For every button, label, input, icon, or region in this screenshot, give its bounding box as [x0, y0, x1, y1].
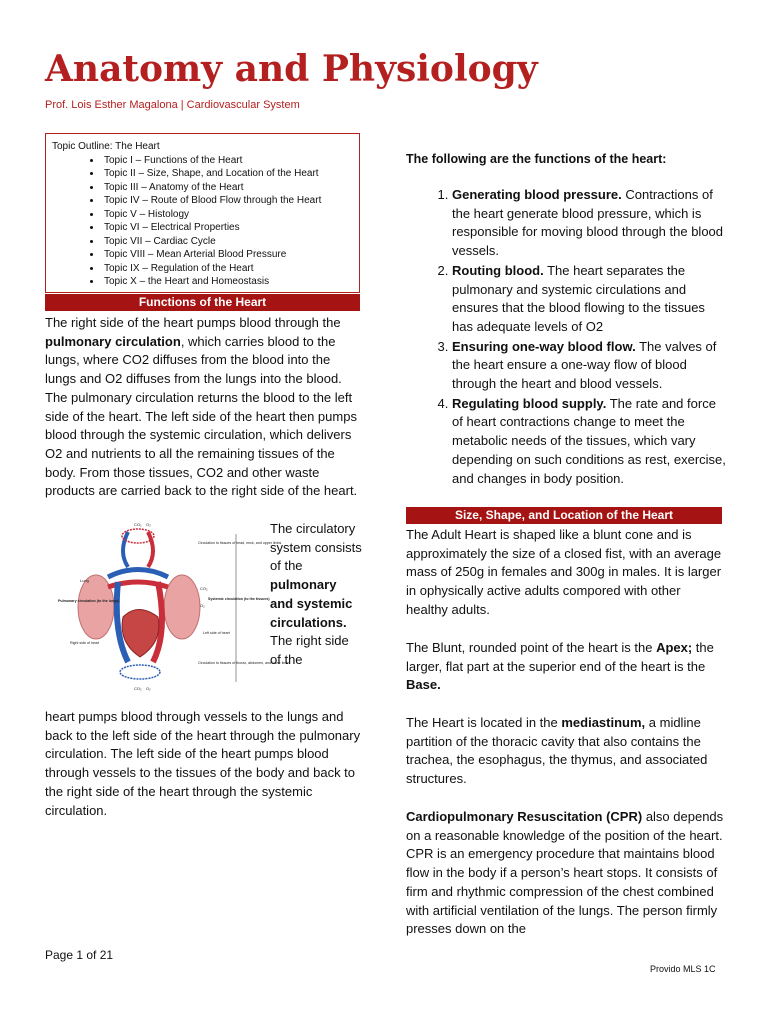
label-co2-mid: CO₂: [200, 586, 208, 591]
function-text: The rate and force of heart contractions change to meet the metabolic needs of the tissues, which vary depending on such conditions as rest, exercise, and changes in body position.: [452, 395, 726, 486]
text-run: The Heart is located in the: [406, 715, 562, 730]
label-co2-top: CO₂: [134, 522, 142, 527]
functions-paragraph-2: heart pumps blood through vessels to the lungs and back to the left side of the heart through the pulmonary circulation. The left side of the heart pumps blood through vessels to the tissues of the body and back to the right side of the heart through the systemic circulation.: [45, 709, 361, 818]
label-circulation-upper: Circulation to tissues of head, neck, and upper limbs: [198, 541, 282, 545]
text-run: the larger, flat part at the superior end of the heart is the: [406, 640, 714, 674]
outline-item: • Topic V – Histology: [102, 208, 353, 222]
label-o2-bottom: O₂: [146, 686, 151, 691]
text-run: The right side of the: [270, 633, 349, 667]
function-text: Contractions of the heart generate blood pressure, which is responsible for moving blood through the blood vessels.: [452, 187, 724, 259]
text-run: The circulatory system consists of the: [270, 521, 362, 574]
term-mediastinum: mediastinum,: [561, 715, 646, 730]
functions-paragraph-1: [45, 314, 363, 501]
size-paragraph-1: The Adult Heart is shaped like a blunt cone and is approximately the size of a closed fist, with an average mass of 250g in females and 300g in males. It is larger in ophysically active adults compored with other healthy adults.: [406, 527, 722, 617]
label-o2-top: O₂: [146, 522, 151, 527]
function-term: Generating blood pressure.: [452, 187, 622, 202]
outline-item: • Topic II – Size, Shape, and Location of the Heart: [102, 167, 353, 181]
size-paragraph-4: [406, 808, 724, 939]
label-left-side: Left side of heart: [203, 631, 230, 635]
text-run: , which carries blood to the lungs, where CO2 diffuses from the blood into the lungs and O2 diffuses from the lungs into the blood. The pulmonary circulation returns the blood to the left side of the heart. The left side of the heart then pumps blood through the systemic circulation, which delivers O2 and nutrients to all the remaining tissues of the body. From those tissues, CO2 and other waste products are carried back to the right side of the heart.: [45, 333, 358, 499]
outline-item: • Topic III – Anatomy of the Heart: [102, 181, 353, 195]
section-band-functions: Functions of the Heart: [45, 294, 360, 311]
function-item: [452, 186, 726, 261]
text-run: The right side of the heart pumps blood through the: [45, 315, 341, 330]
function-item: [452, 395, 726, 489]
function-item: [452, 338, 726, 394]
term-pulmonary-systemic: pulmonary and systemic circulations.: [270, 577, 353, 630]
topic-outline-box: [45, 133, 360, 293]
label-co2-bottom: CO₂: [134, 686, 142, 691]
footer-credit: Provido MLS 1C: [650, 964, 716, 974]
function-text: The heart separates the pulmonary and systemic circulations and ensures that the blood flowing to the tissues has adequate levels of O2: [452, 262, 705, 334]
circulation-diagram: [58, 522, 291, 694]
label-pulmonary: Pulmonary circulation (to the lungs): [58, 599, 120, 603]
text-run: also depends on a reasonable knowledge of the position of the heart. CPR is an emergency procedure that maintains blood flow in the body if a person’s heart stops. It consists of firm and rhythmic compression of the chest combined with artificial ventilation of the lungs. The person firmly presses down on the: [406, 809, 724, 937]
topic-outline-heading: Topic Outline: The Heart: [52, 141, 160, 152]
outline-item: • Topic VIII – Mean Arterial Blood Pressure: [102, 248, 353, 262]
outline-item: • Topic IV – Route of Blood Flow through the Heart: [102, 194, 353, 208]
text-run: The Blunt, rounded point of the heart is the: [406, 640, 657, 655]
page-subtitle: Prof. Lois Esther Magalona | Cardiovascular System: [45, 99, 300, 111]
outline-item: • Topic VI – Electrical Properties: [102, 221, 353, 235]
label-right-side: Right side of heart: [70, 641, 100, 645]
term-pulmonary-circulation: pulmonary circulation: [45, 333, 181, 349]
term-apex: Apex;: [656, 640, 693, 655]
label-lung: Lung: [80, 578, 89, 583]
function-text: The valves of the heart ensure a one-way flow of blood through the heart and blood vessels.: [452, 338, 717, 392]
label-systemic: Systemic circulation (to the tissues): [208, 597, 270, 601]
section-band-size-shape-location: Size, Shape, and Location of the Heart: [406, 507, 722, 524]
text-run: a midline partition of the thoracic cavity that also contains the trachea, the esophagus, the thymus, and associated structures.: [406, 715, 708, 787]
label-circulation-lower: Circulation to tissues of thorax, abdomen, and lower limbs: [198, 661, 291, 665]
outline-item: • Topic VII – Cardiac Cycle: [102, 235, 353, 249]
functions-list: [406, 186, 726, 489]
label-o2-mid: O₂: [200, 603, 205, 608]
size-paragraph-3: [406, 714, 724, 789]
page-title: Anatomy and Physiology: [45, 48, 538, 90]
function-term: Regulating blood supply.: [452, 395, 607, 411]
functions-list-heading: The following are the functions of the heart:: [406, 152, 667, 166]
outline-item: • Topic X – the Heart and Homeostasis: [102, 275, 353, 289]
function-term: Routing blood.: [452, 262, 544, 278]
topic-outline-list: [52, 154, 353, 289]
circulatory-side-paragraph: [270, 520, 362, 670]
size-paragraph-2: [406, 639, 724, 695]
outline-item: • Topic IX – Regulation of the Heart: [102, 262, 353, 276]
function-item: [452, 262, 726, 337]
page-number: Page 1 of 21: [45, 948, 114, 962]
term-base: Base.: [406, 677, 441, 693]
term-cpr: Cardiopulmonary Resuscitation (CPR): [406, 809, 643, 824]
function-term: Ensuring one-way blood flow.: [452, 338, 636, 354]
outline-item: • Topic I – Functions of the Heart: [102, 154, 353, 168]
